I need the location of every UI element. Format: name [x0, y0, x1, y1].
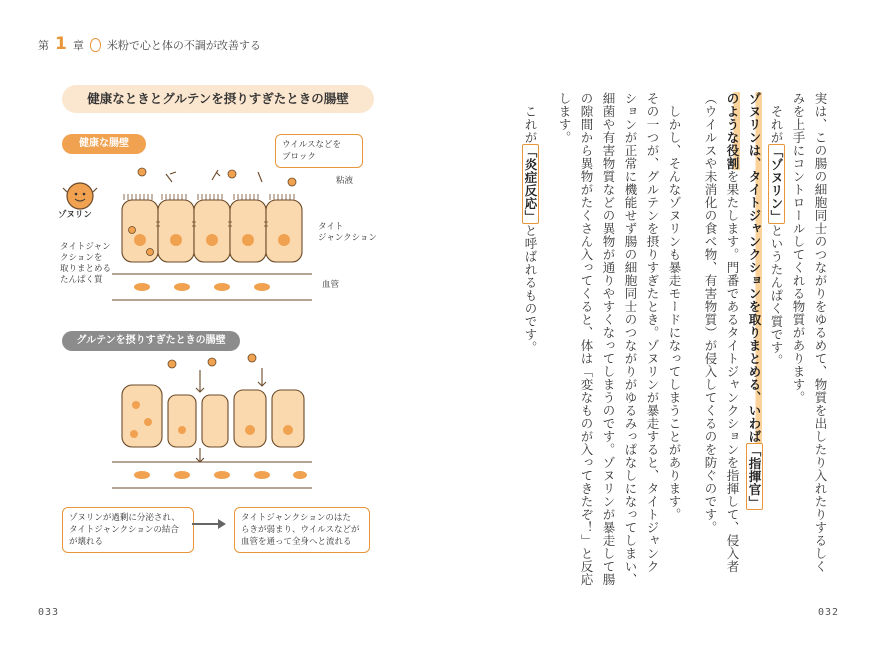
gluten-intestine-diagram [112, 350, 322, 498]
chapter-title: 米粉で心と体の不調が改善する [106, 38, 261, 52]
zonulin-label: ゾヌリン [58, 210, 92, 220]
right-arrow-icon [190, 517, 228, 531]
chapter-number: 1 [55, 34, 67, 54]
col3-pre: それが [769, 105, 784, 144]
col13-pre: これが [523, 105, 538, 144]
col3-post: というたんぱく質です。 [769, 224, 784, 367]
mucus-label: 粘液 [336, 176, 354, 186]
body-column-1: 実は、この腸の細胞同士のつながりをゆるめて、物質を出したり入れたりするしく [813, 92, 828, 573]
body-column-2: みを上手にコントロールしてくれる物質があります。 [791, 92, 806, 404]
col13-post: と呼ばれるものです。 [523, 224, 538, 354]
chapter-header [38, 36, 261, 53]
blood-vessel-label: 血管 [322, 280, 340, 290]
body-column-5 [722, 92, 743, 573]
tight-junction-label: タイト ジャンクション [318, 222, 377, 243]
body-column-12: します。 [557, 92, 572, 144]
body-column-11: の隙間から異物がたくさん入ってくると、体は「変なものが入ってきたぞ！」と反応 [579, 92, 594, 586]
chapter-prefix: 第 [38, 38, 49, 52]
body-column-3 [766, 105, 787, 367]
col5-post: を果たします。門番であるタイトジャンクションを指揮して、侵入者 [725, 170, 740, 573]
chapter-suffix: 章 [72, 38, 84, 52]
gluten-wall-label: グルテンを摂りすぎたときの腸壁 [62, 331, 240, 351]
healthy-intestine-diagram [112, 160, 322, 310]
col5-pre: のような役割 [725, 92, 740, 170]
commander-term: 「指揮官」 [747, 444, 762, 509]
zonulin-character-icon [62, 178, 98, 214]
body-column-4 [744, 92, 765, 510]
page-number-right: 032 [818, 607, 840, 618]
rice-grain-icon [90, 38, 101, 52]
inflammation-term: 「炎症反応」 [523, 145, 538, 223]
virus-spread-callout: タイトジャンクションのはた らきが弱まり、ウイルスなどが 血管を通って全身へと流れる [234, 507, 370, 553]
zonulin-description: タイトジャン クションを 取りまとめる たんぱく質 [60, 242, 112, 285]
figure-title: 健康なときとグルテンを摂りすぎたときの腸壁 [62, 85, 374, 113]
page-number-left: 033 [38, 607, 60, 618]
body-column-7: しかし、そんなゾヌリンも暴走モードになってしまうことがあります。 [667, 105, 682, 521]
col4-pre: ゾヌリンは、タイトジャンクションを取りまとめる、いわば [747, 92, 762, 443]
zonulin-term: 「ゾヌリン」 [769, 145, 784, 223]
body-column-10: 細菌や有害物質などの異物が通りやすくなってしまうのです。ゾヌリンが暴走して腸 [601, 92, 616, 586]
zonulin-excess-callout: ゾヌリンが過剰に分泌され、 タイトジャンクションの結合 が壊れる [62, 507, 194, 553]
body-column-8: その一つが、グルテンを摂りすぎたとき。ゾヌリンが暴走すると、タイトジャンク [645, 92, 660, 573]
virus-block-callout: ウイルスなどを ブロック [275, 134, 363, 168]
body-column-13 [520, 105, 541, 354]
body-column-9: ションが正常に機能せず腸の細胞同士のつながりがゆるみっぱなしになってしまい、 [623, 92, 638, 586]
body-column-6: （ウイルスや未消化の食べ物、有害物質）が侵入してくるのを防ぐのです。 [703, 92, 718, 534]
healthy-wall-label: 健康な腸壁 [62, 134, 146, 154]
